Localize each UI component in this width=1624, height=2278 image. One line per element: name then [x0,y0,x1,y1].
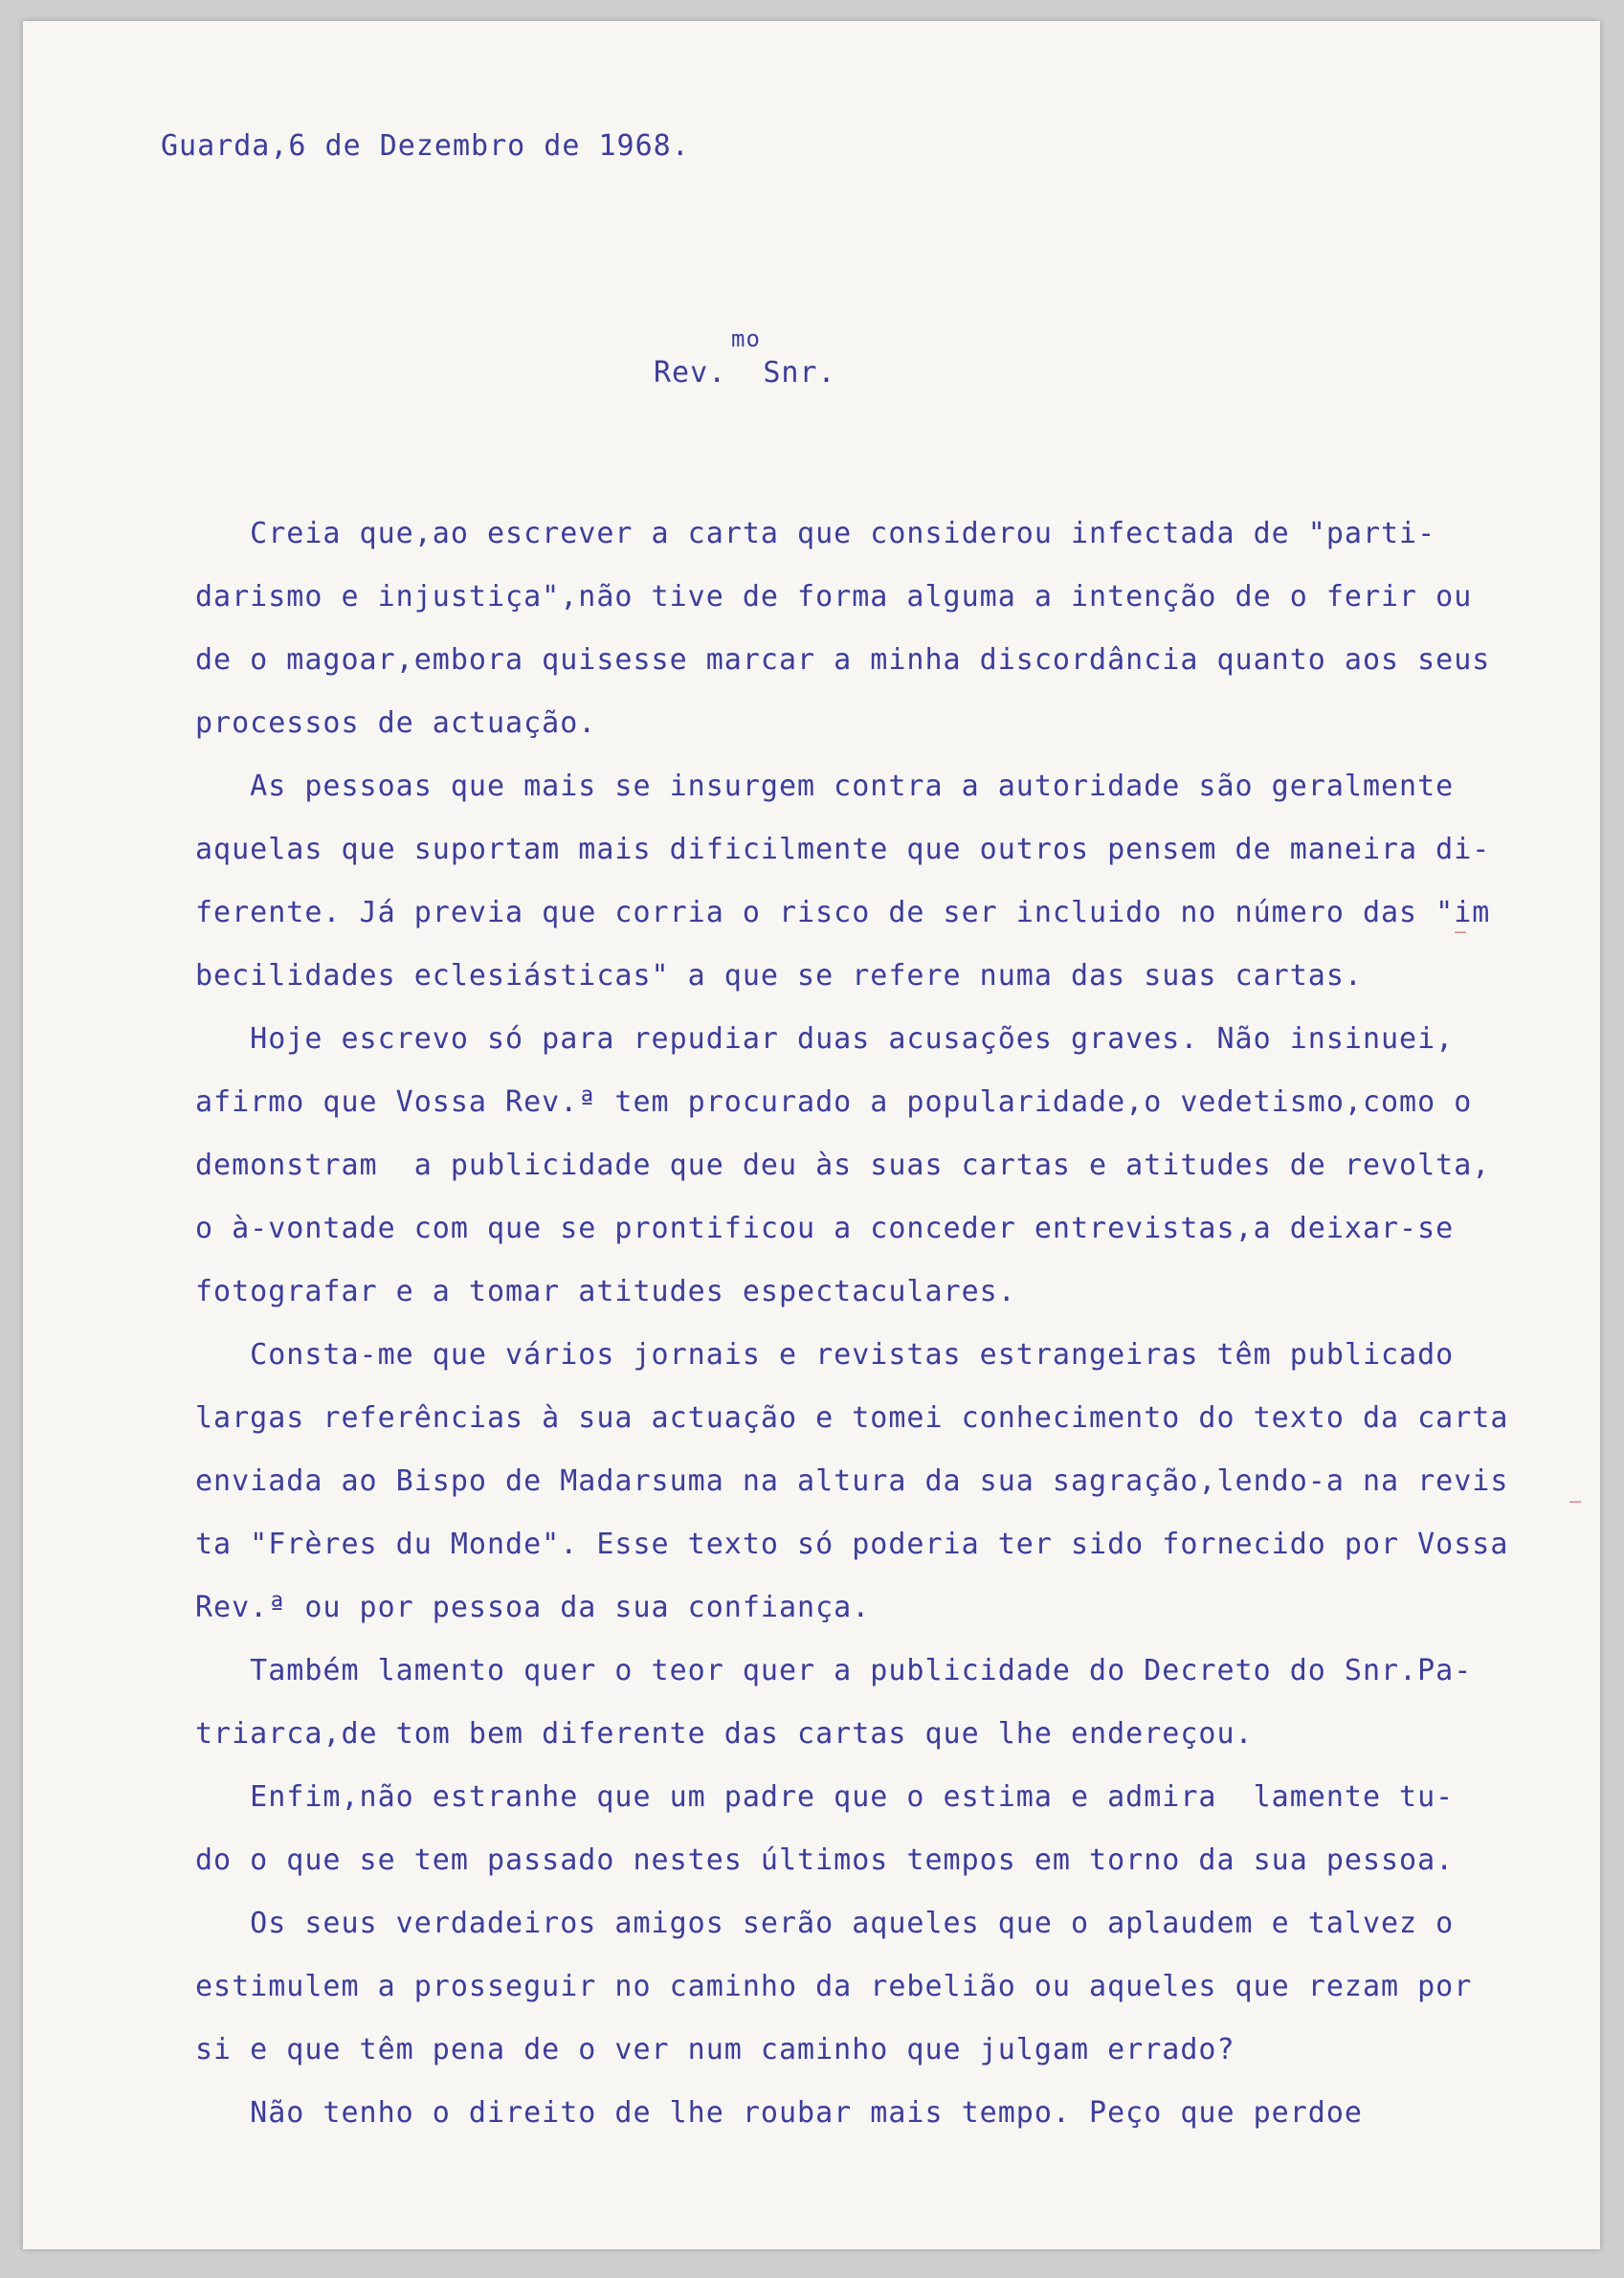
body-line: largas referências à sua actuação e tomei conhecimento do texto da carta [195,1401,1509,1435]
body-line: demonstram a publicidade que deu às suas cartas e atitudes de revolta, [195,1149,1491,1182]
body-line: do o que se tem passado nestes últimos tempos em torno da sua pessoa. [195,1843,1455,1877]
body-line: de o magoar,embora quisesse marcar a minha discordância quanto aos seus [195,643,1491,677]
body-line: estimulem a prosseguir no caminho da rebelião ou aqueles que rezam por [195,1970,1473,2003]
body-line: aquelas que suportam mais dificilmente que outros pensem de maneira di- [195,833,1491,866]
dateline: Guarda,6 de Dezembro de 1968. [161,129,690,163]
body-line: becilidades eclesiásticas" a que se refere numa das suas cartas. [195,959,1363,993]
body-line: As pessoas que mais se insurgem contra a autoridade são geralmente [195,770,1455,803]
red-underline-mark: ‾ [1569,1498,1582,1521]
body-line: o à-vontade com que se prontificou a conceder entrevistas,a deixar-se [195,1212,1455,1245]
body-line: darismo e injustiça",não tive de forma alguma a intenção de o ferir ou [195,580,1473,614]
body-line: Hoje escrevo só para repudiar duas acusações graves. Não insinuei, [195,1022,1455,1056]
body-line: Creia que,ao escrever a carta que considerou infectada de "parti- [195,517,1436,550]
body-line: Rev.ª ou por pessoa da sua confiança. [195,1591,871,1624]
body-line: si e que têm pena de o ver num caminho que julgam errado? [195,2033,1235,2066]
body-line: processos de actuação. [195,706,597,740]
body-line: Enfim,não estranhe que um padre que o estima e admira lamente tu- [195,1780,1455,1814]
salutation: Rev. Snr. [654,356,836,390]
body-line: Não tenho o direito de lhe roubar mais tempo. Peço que perdoe [195,2096,1363,2130]
body-line: enviada ao Bispo de Madarsuma na altura da sua sagração,lendo-a na revis [195,1464,1509,1498]
body-line: ferente. Já previa que corria o risco de ser incluido no número das "im [195,896,1491,929]
body-line: Também lamento quer o teor quer a publicidade do Decreto do Snr.Pa- [195,1654,1473,1687]
body-line: fotografar e a tomar atitudes espectaculares. [195,1275,1016,1308]
body-line: afirmo que Vossa Rev.ª tem procurado a popularidade,o vedetismo,como o [195,1085,1473,1119]
body-line: triarca,de tom bem diferente das cartas que lhe endereçou. [195,1717,1254,1751]
body-line: Os seus verdadeiros amigos serão aqueles que o aplaudem e talvez o [195,1907,1455,1940]
salutation-superscript: mo [731,325,761,352]
body-line: Consta-me que vários jornais e revistas estrangeiras têm publicado [195,1338,1455,1372]
body-line: ta "Frères du Monde". Esse texto só poderia ter sido fornecido por Vossa [195,1528,1509,1561]
red-underline-mark: ‾ [1455,928,1467,951]
